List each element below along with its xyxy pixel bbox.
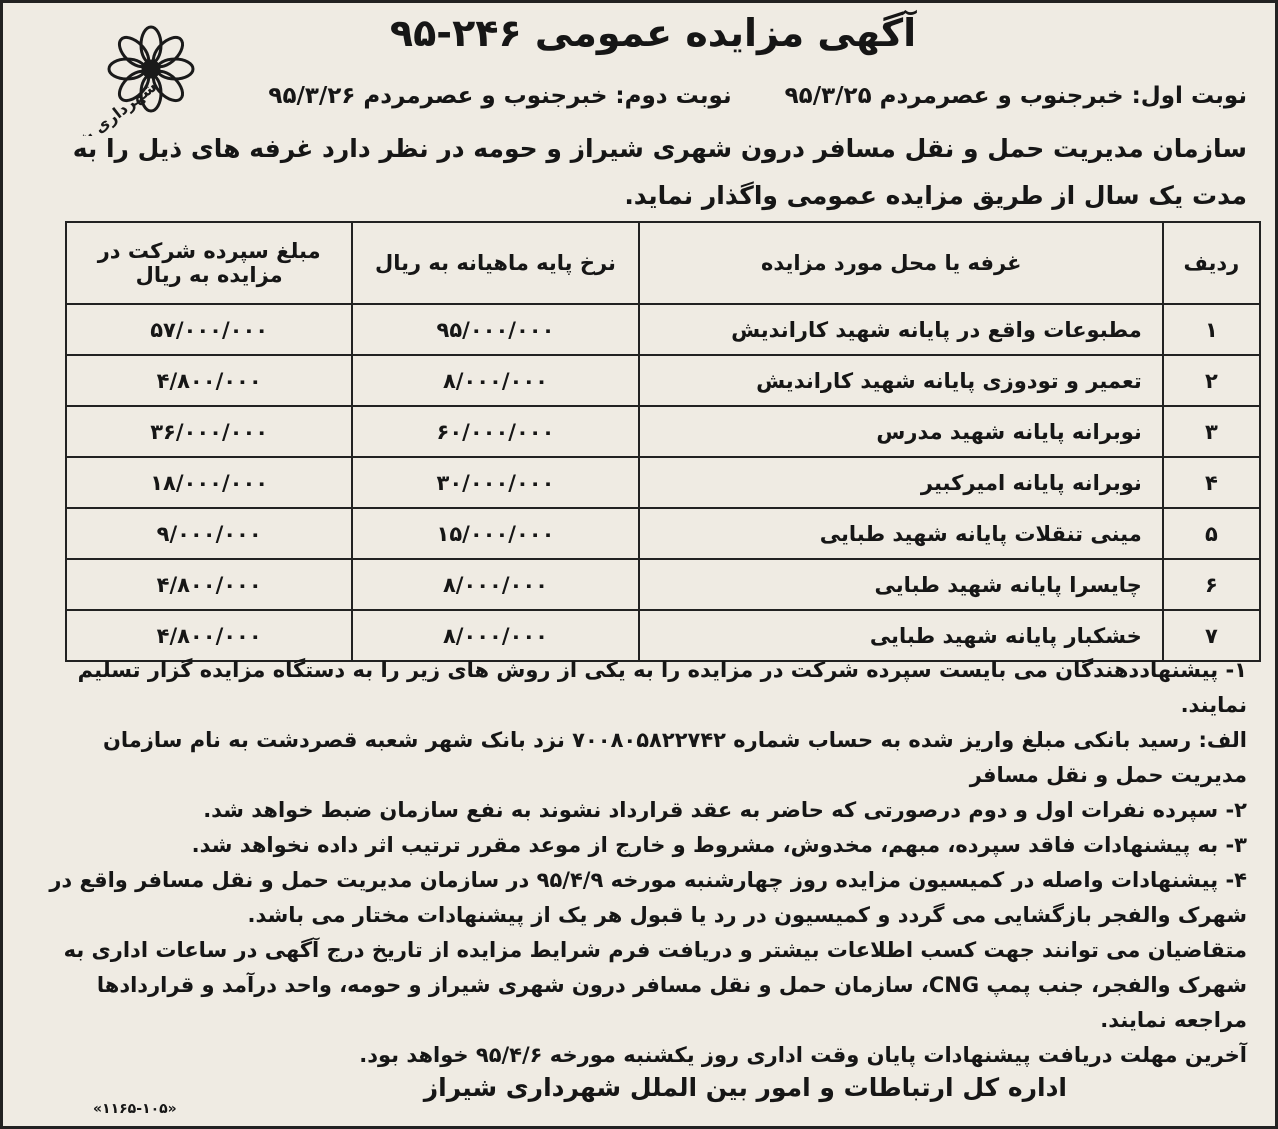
header-deposit: مبلغ سپرده شرکت در مزایده به ریال [66, 222, 352, 304]
cell-place: چایسرا پایانه شهید طبایی [639, 559, 1163, 610]
cell-deposit: ۹/۰۰۰/۰۰۰ [66, 508, 352, 559]
header-place: غرفه یا محل مورد مزایده [639, 222, 1163, 304]
logo-text: شهرداری شیراز [48, 76, 161, 136]
table-row [66, 457, 1260, 508]
condition-item: آخرین مهلت دریافت پیشنهادات پایان وقت اداری روز یکشنبه مورخه ۹۵/۴/۶ خواهد بود. [359, 1043, 1247, 1067]
table-row [66, 406, 1260, 457]
conditions-list [33, 653, 1247, 1073]
cell-row-number: ۴ [1163, 457, 1260, 508]
condition-item: ۴- پیشنهادات واصله در کمیسیون مزایده روز چهارشنبه مورخه ۹۵/۴/۹ در سازمان مدیریت حمل و نقل مسافر واقع در شهرک والفجر بازگشایی می گردد و کمیسیون در رد یا قبول هر یک از پیشنهادات مختار می باشد. [49, 868, 1247, 927]
condition-item: ۱- پیشنهاددهندگان می بایست سپرده شرکت در مزایده را به یکی از روش های زیر را به دستگاه مزایده گزار تسلیم نمایند. [77, 658, 1247, 717]
intro-paragraph: سازمان مدیریت حمل و نقل مسافر درون شهری شیراز و حومه در نظر دارد غرفه های ذیل را به مدت یک سال از طریق مزایده عمومی واگذار نماید. [72, 134, 1247, 210]
cell-rate: ۶۰/۰۰۰/۰۰۰ [352, 406, 638, 457]
header-row-number: ردیف [1163, 222, 1260, 304]
condition-item: الف: رسید بانکی مبلغ واریز شده به حساب شماره ۷۰۰۸۰۵۸۲۲۷۴۲ نزد بانک شهر شعبه قصردشت به نام سازمان مدیریت حمل و نقل مسافر [103, 728, 1247, 787]
cell-deposit: ۴/۸۰۰/۰۰۰ [66, 559, 352, 610]
cell-deposit: ۱۸/۰۰۰/۰۰۰ [66, 457, 352, 508]
cell-row-number: ۱ [1163, 304, 1260, 355]
header-rate: نرخ پایه ماهیانه به ریال [352, 222, 638, 304]
condition-item: ۳- به پیشنهادات فاقد سپرده، مبهم، مخدوش، مشروط و خارج از موعد مقرر ترتیب اثر داده نخواهد شد. [191, 833, 1247, 857]
table-header-row [66, 222, 1260, 304]
cell-deposit: ۴/۸۰۰/۰۰۰ [66, 355, 352, 406]
cell-row-number: ۵ [1163, 508, 1260, 559]
condition-item: متقاضیان می توانند جهت کسب اطلاعات بیشتر و دریافت فرم شرایط مزایده از تاریخ درج آگهی در ساعات اداری به شهرک والفجر، جنب پمپ CNG، سازمان حمل و نقل مسافر درون شهری شیراز و حومه، واحد درآمد و قراردادها مراجعه نمایند. [63, 938, 1247, 1032]
cell-deposit: ۵۷/۰۰۰/۰۰۰ [66, 304, 352, 355]
cell-deposit: ۴/۸۰۰/۰۰۰ [66, 610, 352, 661]
cell-rate: ۸/۰۰۰/۰۰۰ [352, 355, 638, 406]
shiraz-municipality-logo-icon [33, 21, 213, 136]
cell-place: مطبوعات واقع در پایانه شهید کاراندیش [639, 304, 1163, 355]
cell-deposit: ۳۶/۰۰۰/۰۰۰ [66, 406, 352, 457]
cell-row-number: ۷ [1163, 610, 1260, 661]
second-run: نوبت دوم: خبرجنوب و عصرمردم ۹۵/۳/۲۶ [268, 83, 732, 109]
cell-row-number: ۲ [1163, 355, 1260, 406]
table-row [66, 508, 1260, 559]
logo [33, 21, 213, 136]
table-row [66, 559, 1260, 610]
cell-place: مینی تنقلات پایانه شهید طبایی [639, 508, 1163, 559]
ad-code: «۱۱۶۵-۱۰۵» [93, 1101, 177, 1117]
table-row [66, 304, 1260, 355]
cell-place: خشکبار پایانه شهید طبایی [639, 610, 1163, 661]
cell-rate: ۸/۰۰۰/۰۰۰ [352, 610, 638, 661]
cell-row-number: ۶ [1163, 559, 1260, 610]
first-run: نوبت اول: خبرجنوب و عصرمردم ۹۵/۳/۲۵ [784, 83, 1247, 109]
cell-place: نوبرانه پایانه امیرکبیر [639, 457, 1163, 508]
cell-row-number: ۳ [1163, 406, 1260, 457]
cell-rate: ۳۰/۰۰۰/۰۰۰ [352, 457, 638, 508]
cell-place: تعمیر و تودوزی پایانه شهید کاراندیش [639, 355, 1163, 406]
cell-place: نوبرانه پایانه شهید مدرس [639, 406, 1163, 457]
issuer-name: اداره کل ارتباطات و امور بین الملل شهرداری شیراز [423, 1073, 1067, 1102]
cell-rate: ۹۵/۰۰۰/۰۰۰ [352, 304, 638, 355]
auction-table [65, 221, 1261, 662]
footer [33, 1073, 1247, 1117]
table-row [66, 355, 1260, 406]
condition-item: ۲- سپرده نفرات اول و دوم درصورتی که حاضر به عقد قرارداد نشوند به نفع سازمان ضبط خواهد شد. [203, 798, 1247, 822]
cell-rate: ۸/۰۰۰/۰۰۰ [352, 559, 638, 610]
cell-rate: ۱۵/۰۰۰/۰۰۰ [352, 508, 638, 559]
publication-runs [243, 83, 1247, 109]
ad-title: آگهی مزایده عمومی ۲۴۶-۹۵ [389, 11, 917, 55]
